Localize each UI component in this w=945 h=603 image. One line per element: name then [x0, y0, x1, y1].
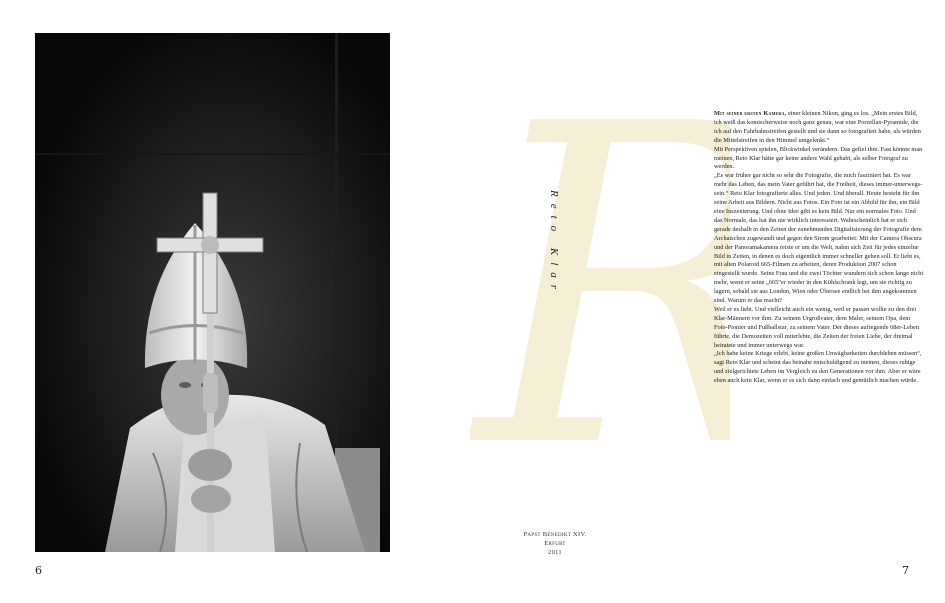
photo-illustration — [35, 33, 390, 552]
vertical-name: Reto Klar — [548, 190, 560, 297]
caption-line-2: Erfurt — [544, 540, 566, 547]
decorative-initial-letter — [470, 60, 730, 490]
article-paragraph: „Ich habe keine Kriege erlebt, keine großen Unwägbarkeiten durchleben müssen“, sagt Reto Klar und scheint das beinahe entschuldigend zu meinen, dieses ruhige und zielgerichtete Leben im Vergleich zu den Generationen vor ihm. Aber er wäre eben auch kein Klar, wenn er es sich dann einfach und gemütlich machen würde. — [714, 350, 922, 385]
article-paragraph-text: einer kleinen Nikon, ging es los. „Mein erstes Bild, ich weiß das komischerweise noch ganz genau, war eine Porzellan-Pyramide, die ich auf den Fahrbahnstreifen gestellt und sie dann so fotografiert habe, als würden die Mittelstreifen in den Himmel umgelenkt.“ — [714, 110, 921, 144]
article-paragraph — [714, 110, 924, 146]
article-paragraph: „Es war früher gar nicht so sehr die Fotografie, die mich fasziniert hat. Es war mehr das Leben, das mein Vater geführt hat, die Freiheit, dieses immer-unterwegs-sein.“ Reto Klar fotografierte alles. Und jeden. Und überall. Heute besteht für ihn seine Arbeit aus Bildern. Nicht aus Fotos. Ein Foto ist ein Abbild für ihn, ein Bild eine Inszenierung. Und ohne Idee gibt es kein Bild. Nur ein normales Foto. Und das Normale, das hat ihn nie wirklich interessiert. Wahrscheinlich hat er sich gerade deshalb in den Zeiten der zunehmenden Digitalisierung der Fotografie dem Archaischen zugewandt und gegen den Strom gearbeitet: Mit der Camera Obscura und der Panoramakamera reiste er um die Welt, nahm sich Zeit für jedes einzelne Bild in Zeiten, in denen es doch eigentlich immer schneller gehen soll. Er liebt es, mit alten Polaroid 665-Filmen zu arbeiten, deren Produktion 2007 schon eingestellt wurde. Seine Frau und die zwei Töchter wundern sich schon lange nicht mehr, wenn er seine „665“er wieder in den Kühlschrank legt, um sie richtig zu lagern, sobald sie aus London, Wien oder Übersee endlich bei ihm angekommen sind. Warum er das macht? — [714, 172, 924, 305]
page-number-right: 7 — [902, 564, 909, 577]
page-number-left: 6 — [35, 564, 42, 577]
caption-line-1: Papst Benedikt XIV. — [523, 531, 587, 538]
photo-caption — [505, 530, 605, 557]
caption-line-3: 2011 — [548, 549, 562, 556]
article-body — [714, 110, 924, 386]
article-paragraph: Weil er es liebt. Und vielleicht auch ein wenig, weil er passen wollte zu den drei Klar-Männern vor ihm. Zu seinem Urgroßvater, dem Maler, seinem Opa, dem Foto-Pionier und Fußballstar, zu seinem Vater. Der dieses aufregende 68er-Leben führte, die Demozeiten voll miterlebte, die Zeiten der freien Liebe, der dreimal heiratete und immer unterwegs war. — [714, 305, 919, 349]
article-lead: Mit seiner ersten Kamera, — [714, 110, 787, 117]
decorative-initial — [470, 60, 730, 490]
pope-photograph — [35, 33, 390, 552]
article-paragraph: Mit Perspektiven spielen, Blickwinkel verändern. Das gefiel ihm. Fast könnte man meinen, Reto Klar hätte gar keine andere Wahl gehabt, als selber Fotograf zu werden. — [714, 145, 923, 171]
